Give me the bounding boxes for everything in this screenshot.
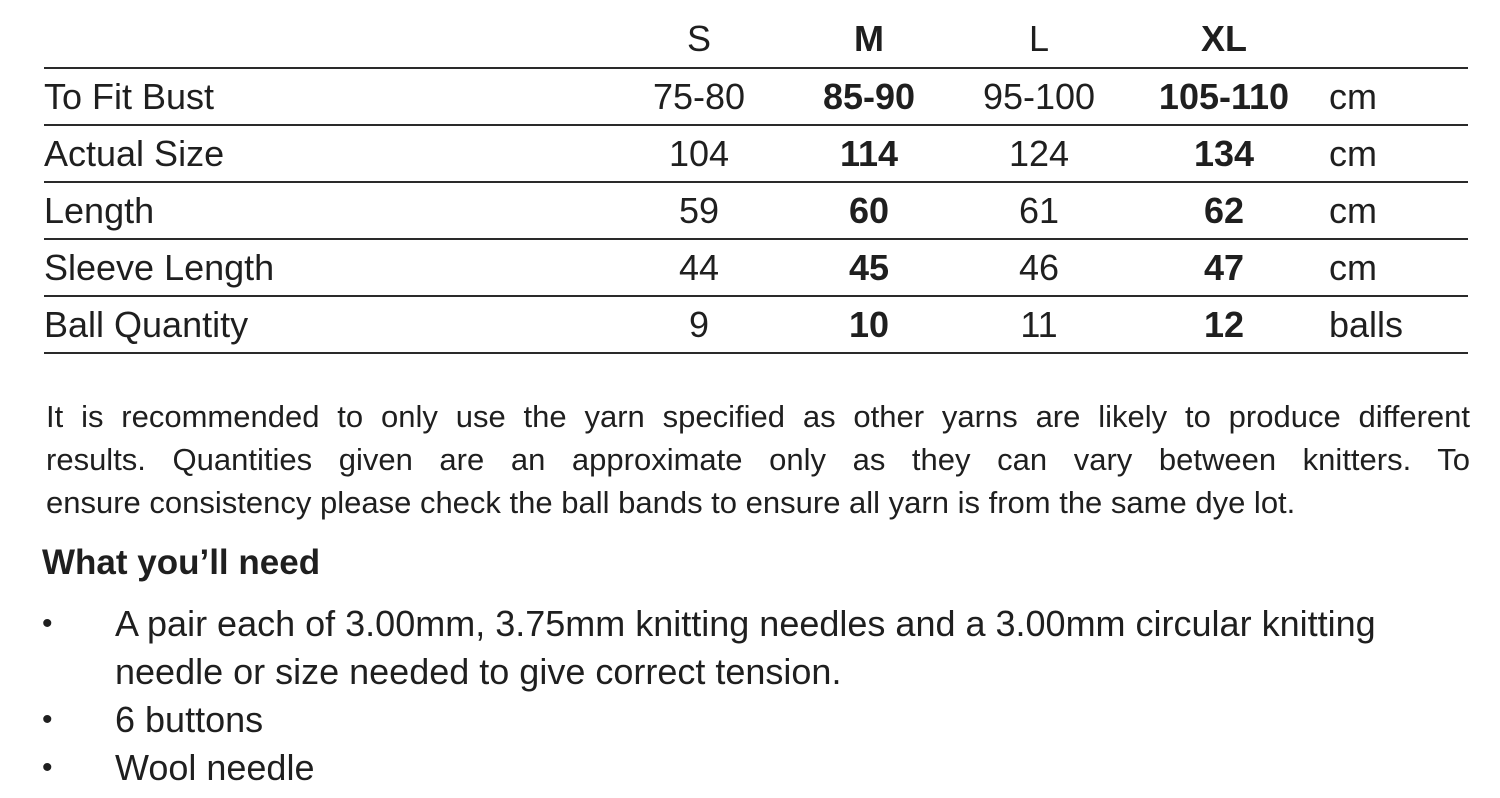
value-size-l: 95-100 [982, 75, 1096, 117]
needs-list [42, 600, 1442, 792]
value-size-m: 60 [848, 189, 890, 231]
value-size-xl: 62 [1203, 189, 1245, 231]
yarn-recommendation-note [46, 395, 1470, 524]
size-header-row [44, 14, 1468, 69]
value-size-xl: 105-110 [1158, 75, 1290, 117]
bullet-icon: • [42, 607, 53, 640]
list-item-text: 6 buttons [115, 699, 264, 740]
row-unit: cm [1329, 189, 1377, 231]
value-size-xl: 12 [1203, 303, 1245, 345]
row-label: Ball Quantity [44, 303, 249, 345]
list-item-text: Wool needle [115, 747, 315, 788]
header-size-m: M [854, 18, 884, 59]
list-item [42, 696, 1442, 744]
value-size-m: 114 [839, 132, 899, 174]
row-label: Actual Size [44, 132, 225, 174]
row-label: Sleeve Length [44, 246, 275, 288]
header-size-xl: XL [1200, 18, 1247, 59]
value-size-s: 9 [688, 303, 710, 345]
value-size-xl: 47 [1203, 246, 1245, 288]
row-unit: cm [1329, 75, 1377, 117]
table-row [44, 69, 1468, 126]
needs-heading: What you’ll need [42, 543, 321, 582]
row-unit: cm [1329, 132, 1377, 174]
header-size-l: L [1028, 18, 1050, 59]
note-line: It is recommended to only use the yarn specified as other yarns are likely to produce different [46, 399, 1470, 434]
list-item [42, 600, 1442, 696]
value-size-m: 10 [848, 303, 890, 345]
value-size-m: 45 [848, 246, 890, 288]
list-item [42, 744, 1442, 792]
row-unit: balls [1329, 303, 1404, 345]
value-size-xl: 134 [1193, 132, 1255, 174]
list-item-text: A pair each of 3.00mm, 3.75mm knitting needles and a 3.00mm circular knitting needle or size needed to give correct tension. [115, 603, 1376, 692]
value-size-s: 75-80 [652, 75, 746, 117]
value-size-s: 59 [678, 189, 720, 231]
size-table [44, 14, 1468, 354]
table-row [44, 126, 1468, 183]
value-size-l: 11 [1020, 303, 1058, 345]
value-size-l: 46 [1018, 246, 1060, 288]
bullet-icon: • [42, 703, 53, 736]
value-size-m: 85-90 [822, 75, 916, 117]
row-label: To Fit Bust [44, 75, 215, 117]
header-size-s: S [686, 18, 711, 59]
note-line: ensure consistency please check the ball bands to ensure all yarn is from the same dye lot. [46, 485, 1296, 520]
value-size-l: 124 [1008, 132, 1070, 174]
table-row [44, 297, 1468, 354]
row-label: Length [44, 189, 155, 231]
note-line: results. Quantities given are an approximate only as they can vary between knitters. To [46, 442, 1470, 477]
value-size-s: 104 [668, 132, 730, 174]
row-unit: cm [1329, 246, 1377, 288]
value-size-l: 61 [1018, 189, 1060, 231]
table-row [44, 183, 1468, 240]
bullet-icon: • [42, 751, 53, 784]
table-row [44, 240, 1468, 297]
value-size-s: 44 [678, 246, 720, 288]
